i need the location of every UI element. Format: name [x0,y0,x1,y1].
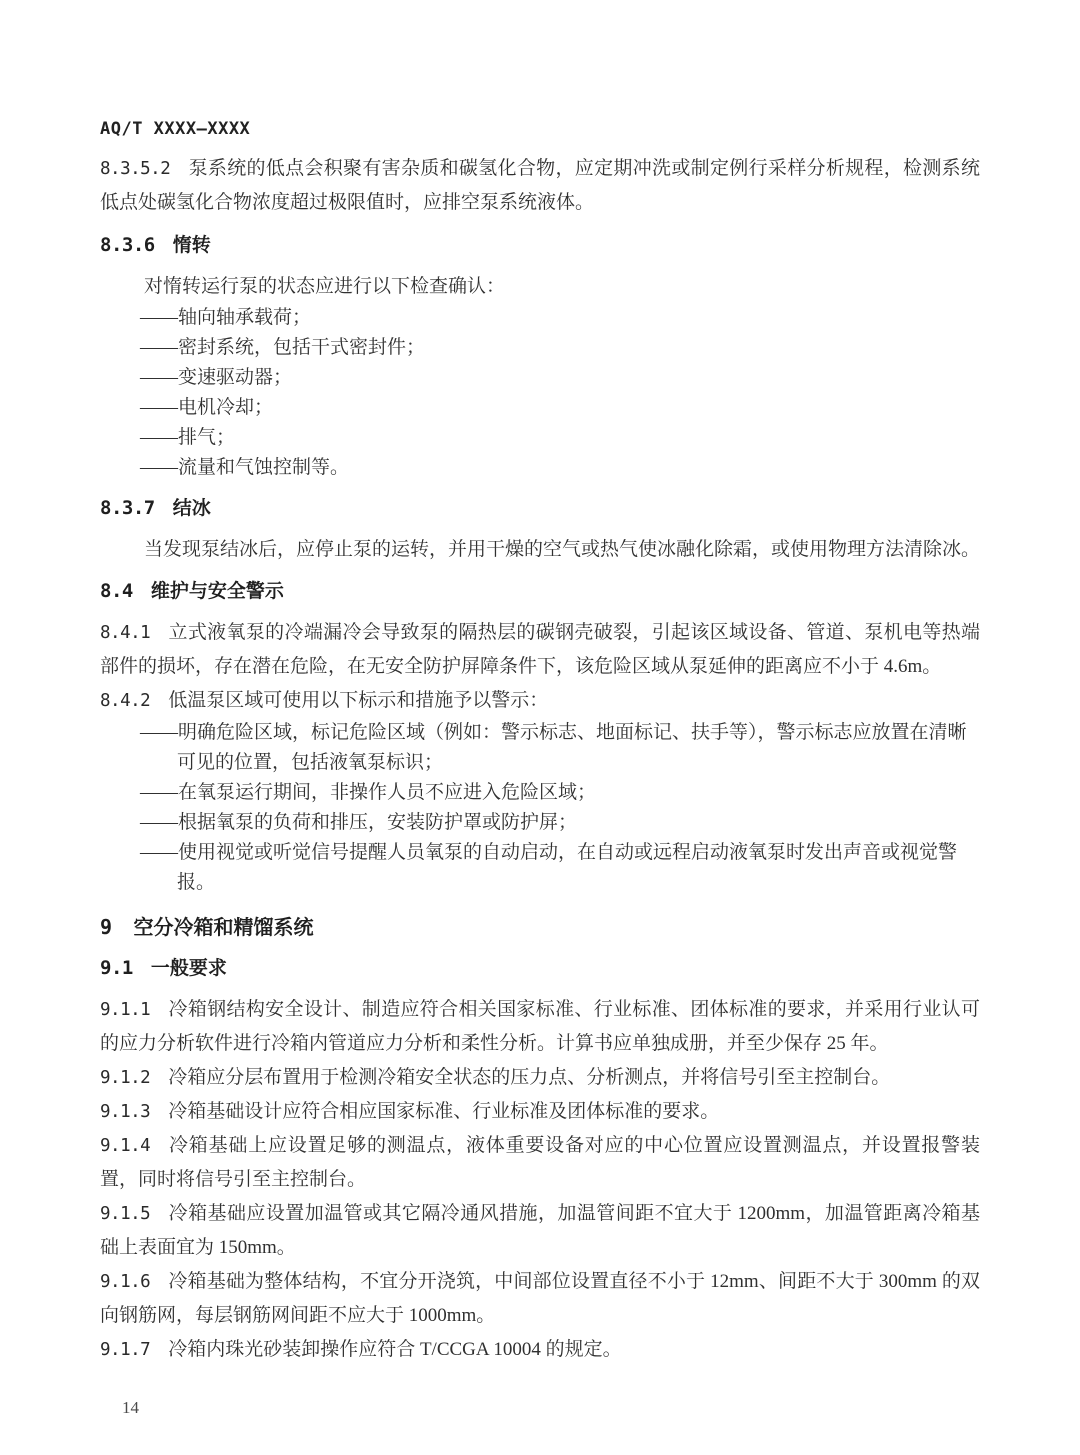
clause-heading [100,232,980,259]
paragraph-text: 冷箱基础为整体结构，不宜分开浇筑，中间部位设置直径不小于 12mm、间距不大于 300mm 的双向钢筋网，每层钢筋网间距不应大于 1000mm。 [100,1271,980,1326]
dash-list-item [100,303,980,333]
section-heading [100,578,980,605]
chapter-heading [100,913,980,942]
list-item-text: ——在氧泵运行期间，非操作人员不应进入危险区域； [140,782,597,803]
numbered-paragraph [100,1333,980,1367]
clause-number: 8.4.2 [100,691,151,711]
numbered-paragraph [100,684,980,718]
indented-paragraph [100,533,980,566]
numbered-paragraph [100,1265,980,1333]
clause-number: 9.1.3 [100,1102,151,1122]
list-item-text: ——轴向轴承载荷； [140,307,312,328]
list-item-text: ——根据氧泵的负荷和排压，安装防护罩或防护屏； [140,812,578,833]
dash-list-item [100,838,980,898]
dash-list-item [100,423,980,453]
clause-number: 8.4.1 [100,623,151,643]
paragraph-text: 冷箱钢结构安全设计、制造应符合相关国家标准、行业标准、团体标准的要求，并采用行业认可的应力分析软件进行冷箱内管道应力分析和柔性分析。计算书应单独成册，并至少保存 25 年。 [100,999,980,1054]
clause-number: 8.3.5.2 [100,159,171,179]
clause-number: 8.3.6 [100,234,155,256]
numbered-paragraph [100,993,980,1061]
clause-number: 8.4 [100,580,133,602]
numbered-paragraph [100,1197,980,1265]
dash-list-item [100,393,980,423]
list-item-text: ——密封系统，包括干式密封件； [140,337,426,358]
dash-list-item [100,778,980,808]
list-item-text: ——流量和气蚀控制等。 [140,457,350,478]
paragraph-text: 对惰转运行泵的状态应进行以下检查确认： [144,276,506,297]
paragraph-text: 冷箱基础设计应符合相应国家标准、行业标准及团体标准的要求。 [168,1101,720,1122]
paragraph-text: 冷箱基础应设置加温管或其它隔冷通风措施，加温管间距不宜大于 1200mm，加温管距离冷箱基础上表面宜为 150mm。 [100,1203,980,1258]
document-body [100,152,980,1367]
paragraph-text: 维护与安全警示 [150,581,284,602]
paragraph-text: 空分冷箱和精馏系统 [133,917,314,939]
clause-number: 8.3.7 [100,497,155,519]
dash-list-item [100,718,980,778]
paragraph-text: 冷箱内珠光砂装卸操作应符合 T/CCGA 10004 的规定。 [168,1339,622,1360]
page-number: 14 [122,1398,139,1417]
list-item-text: ——变速驱动器； [140,367,293,388]
clause-number: 9.1 [100,957,133,979]
list-item-text: ——使用视觉或听觉信号提醒人员氧泵的自动启动，在自动或远程启动液氧泵时发出声音或视觉警报。 [140,842,958,893]
numbered-paragraph [100,1061,980,1095]
dash-list-item [100,808,980,838]
clause-number: 9.1.1 [100,1000,151,1020]
dash-list-item [100,333,980,363]
list-item-text: ——排气； [140,427,236,448]
clause-number: 9.1.4 [100,1136,151,1156]
document-footer [122,1398,139,1418]
paragraph-text: 惰转 [172,235,211,256]
clause-number: 9.1.6 [100,1272,151,1292]
numbered-paragraph [100,1095,980,1129]
clause-number: 9.1.7 [100,1340,151,1360]
dash-list-item [100,363,980,393]
clause-number: 9.1.5 [100,1204,151,1224]
paragraph-text: 一般要求 [150,958,227,979]
clause-number: 9.1.2 [100,1068,151,1088]
paragraph-text: 当发现泵结冰后，应停止泵的运转，并用干燥的空气或热气使冰融化除霜，或使用物理方法清除冰。 [144,539,981,560]
numbered-paragraph [100,152,980,220]
paragraph-text: 结冰 [172,498,211,519]
clause-number: 9 [100,915,112,939]
numbered-paragraph [100,1129,980,1197]
document-header [100,118,980,140]
section-heading [100,955,980,982]
list-item-text: ——电机冷却； [140,397,274,418]
standard-number: AQ/T XXXX—XXXX [100,119,251,139]
paragraph-text: 泵系统的低点会积聚有害杂质和碳氢化合物，应定期冲洗或制定例行采样分析规程，检测系统低点处碳氢化合物浓度超过极限值时，应排空泵系统液体。 [100,158,980,213]
list-item-text: ——明确危险区域，标记危险区域（例如：警示标志、地面标记、扶手等），警示标志应放置在清晰可见的位置，包括液氧泵标识； [140,722,967,773]
paragraph-text: 冷箱基础上应设置足够的测温点，液体重要设备对应的中心位置应设置测温点，并设置报警装置，同时将信号引至主控制台。 [100,1135,980,1190]
paragraph-text: 冷箱应分层布置用于检测冷箱安全状态的压力点、分析测点，并将信号引至主控制台。 [168,1067,891,1088]
dash-list-item [100,453,980,483]
paragraph-text: 立式液氧泵的冷端漏冷会导致泵的隔热层的碳钢壳破裂，引起该区域设备、管道、泵机电等热端部件的损坏，存在潜在危险，在无安全防护屏障条件下，该危险区域从泵延伸的距离应不小于 4.6m。 [100,622,980,677]
paragraph-text: 低温泵区域可使用以下标示和措施予以警示： [168,690,549,711]
clause-heading [100,495,980,522]
numbered-paragraph [100,616,980,684]
indented-paragraph [100,270,980,303]
